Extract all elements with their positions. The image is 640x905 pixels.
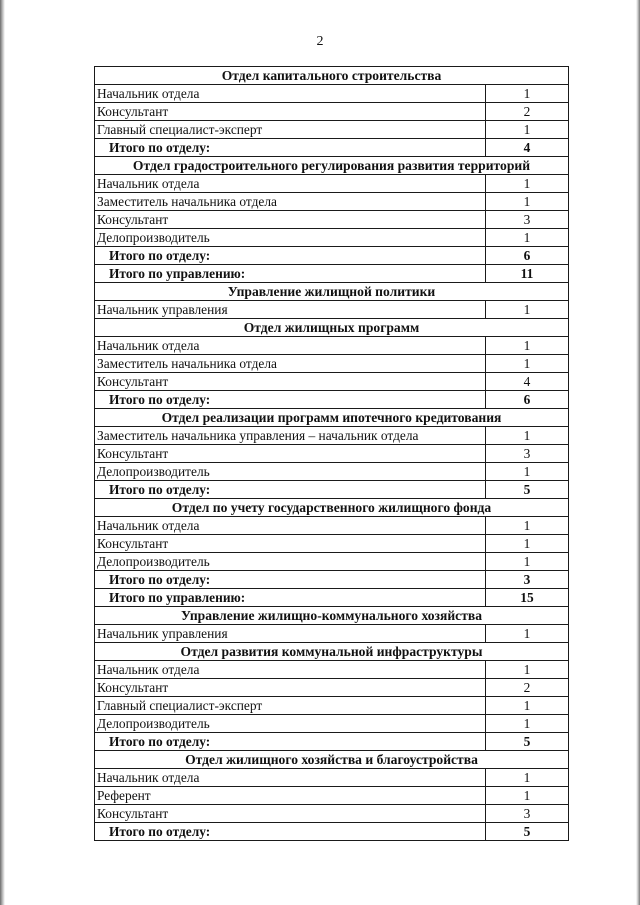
position-title: Делопроизводитель xyxy=(95,463,486,481)
table-row xyxy=(95,301,569,319)
table-row xyxy=(95,517,569,535)
position-title: Начальник отдела xyxy=(95,85,486,103)
total-count: 5 xyxy=(486,481,569,499)
total-count: 15 xyxy=(486,589,569,607)
position-count: 1 xyxy=(486,553,569,571)
position-count: 2 xyxy=(486,679,569,697)
position-count: 1 xyxy=(486,121,569,139)
position-title: Консультант xyxy=(95,103,486,121)
table-row xyxy=(95,229,569,247)
total-row xyxy=(95,571,569,589)
table-row xyxy=(95,787,569,805)
position-count: 1 xyxy=(486,301,569,319)
section-title: Отдел реализации программ ипотечного кредитования xyxy=(95,409,569,427)
total-row xyxy=(95,139,569,157)
total-label: Итого по отделу: xyxy=(95,139,486,157)
position-count: 1 xyxy=(486,787,569,805)
position-title: Начальник управления xyxy=(95,301,486,319)
position-title: Начальник отдела xyxy=(95,661,486,679)
total-count: 5 xyxy=(486,823,569,841)
section-header-row xyxy=(95,751,569,769)
table-row xyxy=(95,463,569,481)
position-title: Консультант xyxy=(95,679,486,697)
section-header-row xyxy=(95,67,569,85)
position-count: 1 xyxy=(486,193,569,211)
position-count: 1 xyxy=(486,355,569,373)
position-title: Делопроизводитель xyxy=(95,715,486,733)
section-header-row xyxy=(95,409,569,427)
position-title: Консультант xyxy=(95,211,486,229)
total-label: Итого по отделу: xyxy=(95,247,486,265)
table-row xyxy=(95,355,569,373)
total-label: Итого по отделу: xyxy=(95,571,486,589)
total-label: Итого по управлению: xyxy=(95,589,486,607)
section-title: Отдел капитального строительства xyxy=(95,67,569,85)
section-title: Управление жилищной политики xyxy=(95,283,569,301)
table-row xyxy=(95,373,569,391)
position-title: Начальник управления xyxy=(95,625,486,643)
total-count: 5 xyxy=(486,733,569,751)
section-title: Отдел развития коммунальной инфраструктуры xyxy=(95,643,569,661)
position-count: 1 xyxy=(486,769,569,787)
position-count: 2 xyxy=(486,103,569,121)
position-title: Консультант xyxy=(95,805,486,823)
position-count: 1 xyxy=(486,85,569,103)
total-count: 4 xyxy=(486,139,569,157)
position-title: Заместитель начальника отдела xyxy=(95,355,486,373)
section-title: Отдел градостроительного регулирования развития территорий xyxy=(95,157,569,175)
table-row xyxy=(95,337,569,355)
scan-edge-left xyxy=(0,0,5,905)
total-count: 6 xyxy=(486,247,569,265)
position-count: 1 xyxy=(486,535,569,553)
table-row xyxy=(95,193,569,211)
total-count: 3 xyxy=(486,571,569,589)
position-title: Начальник отдела xyxy=(95,769,486,787)
position-title: Консультант xyxy=(95,373,486,391)
position-count: 1 xyxy=(486,229,569,247)
position-title: Заместитель начальника отдела xyxy=(95,193,486,211)
section-header-row xyxy=(95,607,569,625)
section-header-row xyxy=(95,319,569,337)
total-row xyxy=(95,391,569,409)
table-row xyxy=(95,679,569,697)
position-count: 3 xyxy=(486,805,569,823)
table-row xyxy=(95,553,569,571)
position-count: 1 xyxy=(486,463,569,481)
position-title: Делопроизводитель xyxy=(95,229,486,247)
table-row xyxy=(95,697,569,715)
total-label: Итого по отделу: xyxy=(95,733,486,751)
staffing-table xyxy=(94,66,569,841)
position-title: Заместитель начальника управления – начальник отдела xyxy=(95,427,486,445)
total-label: Итого по отделу: xyxy=(95,823,486,841)
total-row xyxy=(95,733,569,751)
position-count: 1 xyxy=(486,697,569,715)
table-row xyxy=(95,121,569,139)
position-count: 1 xyxy=(486,427,569,445)
position-title: Начальник отдела xyxy=(95,517,486,535)
position-count: 1 xyxy=(486,337,569,355)
position-title: Консультант xyxy=(95,445,486,463)
position-count: 1 xyxy=(486,175,569,193)
total-row xyxy=(95,265,569,283)
table-row xyxy=(95,661,569,679)
section-header-row xyxy=(95,283,569,301)
section-title: Управление жилищно-коммунального хозяйства xyxy=(95,607,569,625)
page-number: 2 xyxy=(316,34,324,49)
total-label: Итого по управлению: xyxy=(95,265,486,283)
table-row xyxy=(95,805,569,823)
position-title: Начальник отдела xyxy=(95,175,486,193)
table-row xyxy=(95,85,569,103)
total-count: 11 xyxy=(486,265,569,283)
total-row xyxy=(95,823,569,841)
table-row xyxy=(95,715,569,733)
section-title: Отдел жилищных программ xyxy=(95,319,569,337)
table-row xyxy=(95,535,569,553)
total-count: 6 xyxy=(486,391,569,409)
position-count: 4 xyxy=(486,373,569,391)
table-row xyxy=(95,211,569,229)
table-row xyxy=(95,103,569,121)
position-count: 3 xyxy=(486,211,569,229)
total-row xyxy=(95,247,569,265)
position-title: Главный специалист-эксперт xyxy=(95,697,486,715)
section-header-row xyxy=(95,157,569,175)
total-label: Итого по отделу: xyxy=(95,481,486,499)
section-title: Отдел по учету государственного жилищного фонда xyxy=(95,499,569,517)
position-count: 3 xyxy=(486,445,569,463)
position-count: 1 xyxy=(486,661,569,679)
position-count: 1 xyxy=(486,517,569,535)
total-row xyxy=(95,589,569,607)
position-title: Начальник отдела xyxy=(95,337,486,355)
table-row xyxy=(95,427,569,445)
section-header-row xyxy=(95,499,569,517)
table-row xyxy=(95,769,569,787)
position-title: Консультант xyxy=(95,535,486,553)
staffing-table-body xyxy=(95,67,569,841)
position-title: Главный специалист-эксперт xyxy=(95,121,486,139)
total-label: Итого по отделу: xyxy=(95,391,486,409)
section-header-row xyxy=(95,643,569,661)
table-row xyxy=(95,175,569,193)
section-title: Отдел жилищного хозяйства и благоустройства xyxy=(95,751,569,769)
position-count: 1 xyxy=(486,715,569,733)
scan-edge-right xyxy=(636,0,640,905)
total-row xyxy=(95,481,569,499)
position-title: Референт xyxy=(95,787,486,805)
position-title: Делопроизводитель xyxy=(95,553,486,571)
table-row xyxy=(95,625,569,643)
position-count: 1 xyxy=(486,625,569,643)
table-row xyxy=(95,445,569,463)
